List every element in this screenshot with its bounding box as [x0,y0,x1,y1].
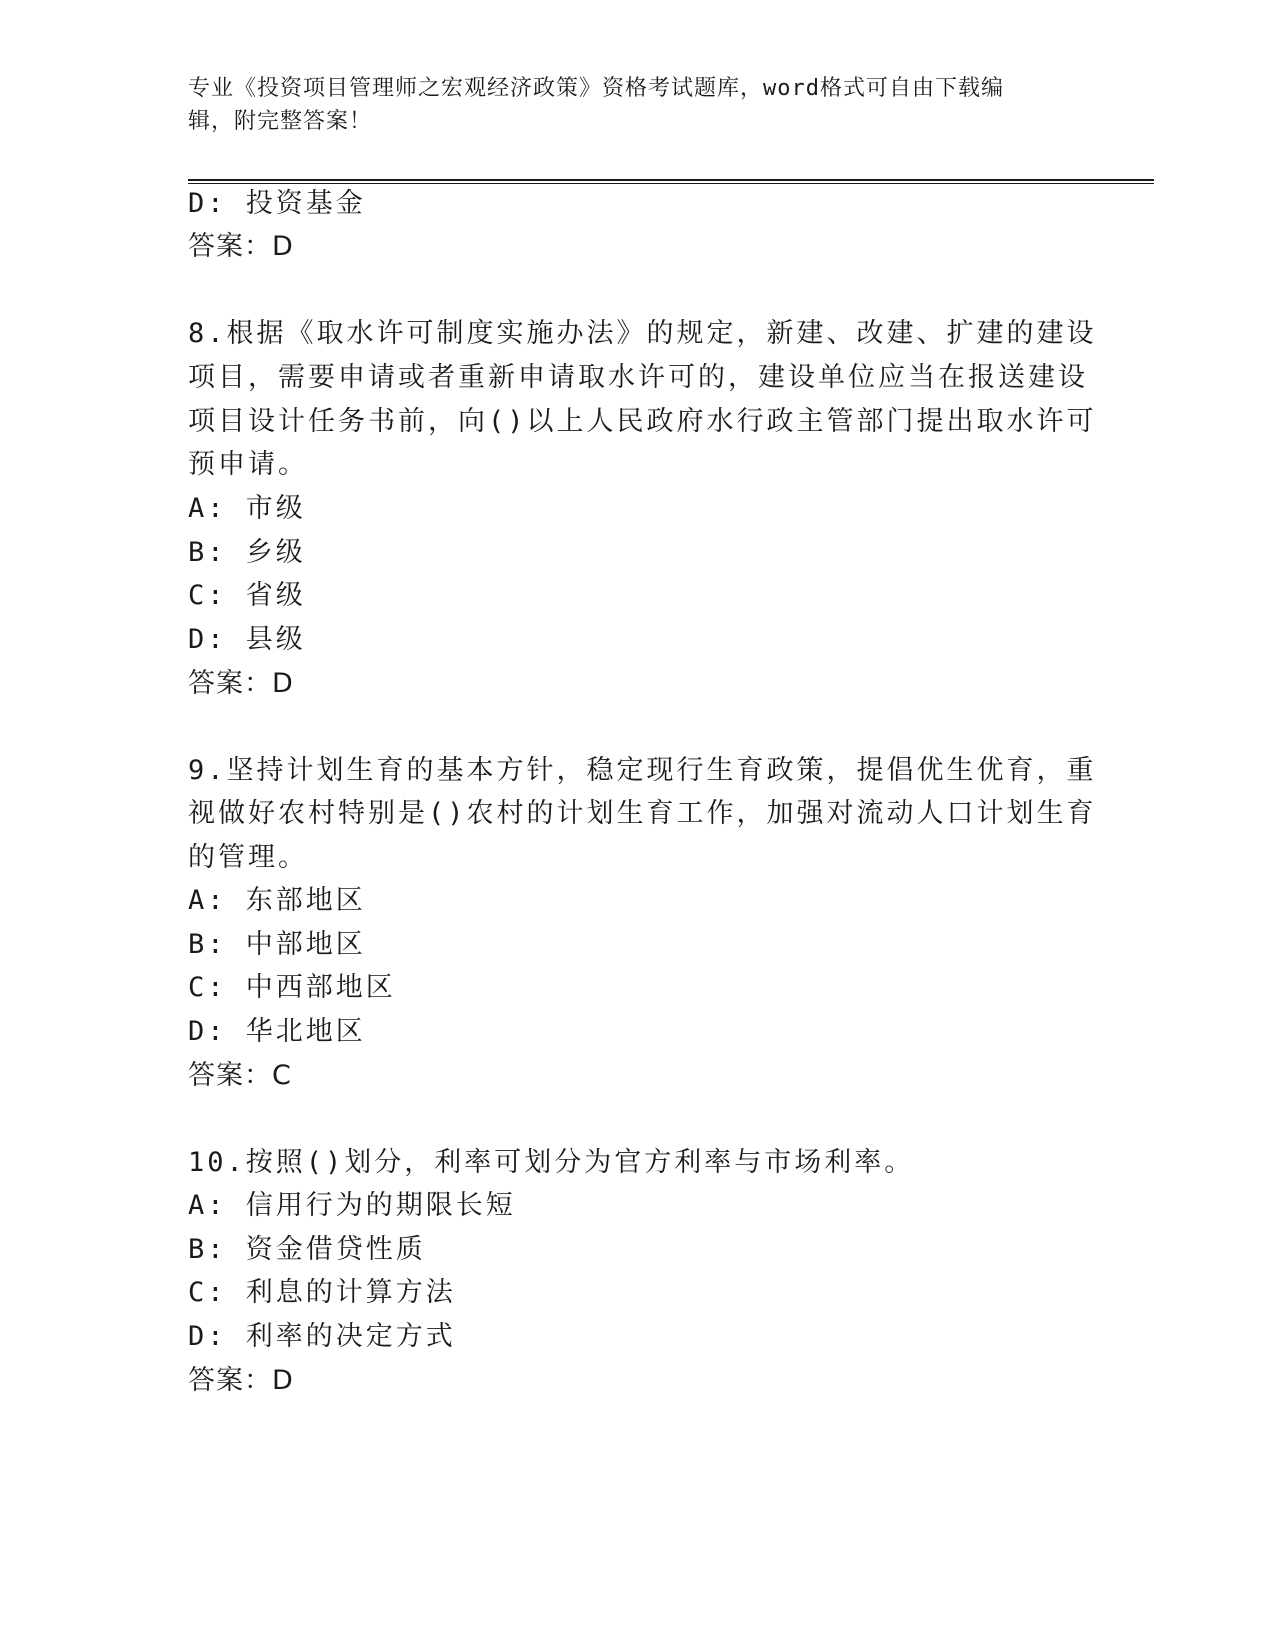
q10-option-d: D: 利率的决定方式 [188,1321,456,1352]
q10-option-c: C: 利息的计算方法 [188,1277,456,1308]
q9-answer: 答案：C [188,1060,292,1091]
q8-answer: 答案：D [188,668,294,699]
q8-option-b: B: 乡级 [188,537,306,568]
q9-stem-line-3: 的管理。 [188,842,308,873]
q8-option-c: C: 省级 [188,580,306,611]
q7-answer: 答案：D [188,231,294,262]
q10-option-b: B: 资金借贷性质 [188,1234,426,1265]
header-line-2: 辑，附完整答案！ [188,109,373,134]
q9-option-c: C: 中西部地区 [188,972,396,1003]
page-header [188,72,1068,138]
q10-stem-line-1: 10.按照()划分，利率可划分为官方利率与市场利率。 [188,1147,915,1178]
q9-stem-line-1: 9.坚持计划生育的基本方针，稳定现行生育政策，提倡优生优育，重 [188,755,1097,786]
q8-stem-line-1: 8.根据《取水许可制度实施办法》的规定，新建、改建、扩建的建设 [188,318,1097,349]
q9-stem-line-2: 视做好农村特别是()农村的计划生育工作，加强对流动人口计划生育 [188,798,1097,829]
q8-option-a: A: 市级 [188,493,306,524]
q9-option-b: B: 中部地区 [188,929,366,960]
q8-stem-line-3: 项目设计任务书前，向()以上人民政府水行政主管部门提出取水许可 [188,406,1097,437]
q9-option-d: D: 华北地区 [188,1016,366,1047]
q10-answer: 答案：D [188,1365,294,1396]
q8-stem-line-4: 预申请。 [188,449,308,480]
q10-option-a: A: 信用行为的期限长短 [188,1190,516,1221]
q8-stem-line-2: 项目，需要申请或者重新申请取水许可的，建设单位应当在报送建设 [188,362,1088,393]
q7-option-d: D: 投资基金 [188,188,366,219]
q9-option-a: A: 东部地区 [188,885,366,916]
header-line-1: 专业《投资项目管理师之宏观经济政策》资格考试题库，word格式可自由下载编 [188,76,1004,101]
q8-option-d: D: 县级 [188,624,306,655]
